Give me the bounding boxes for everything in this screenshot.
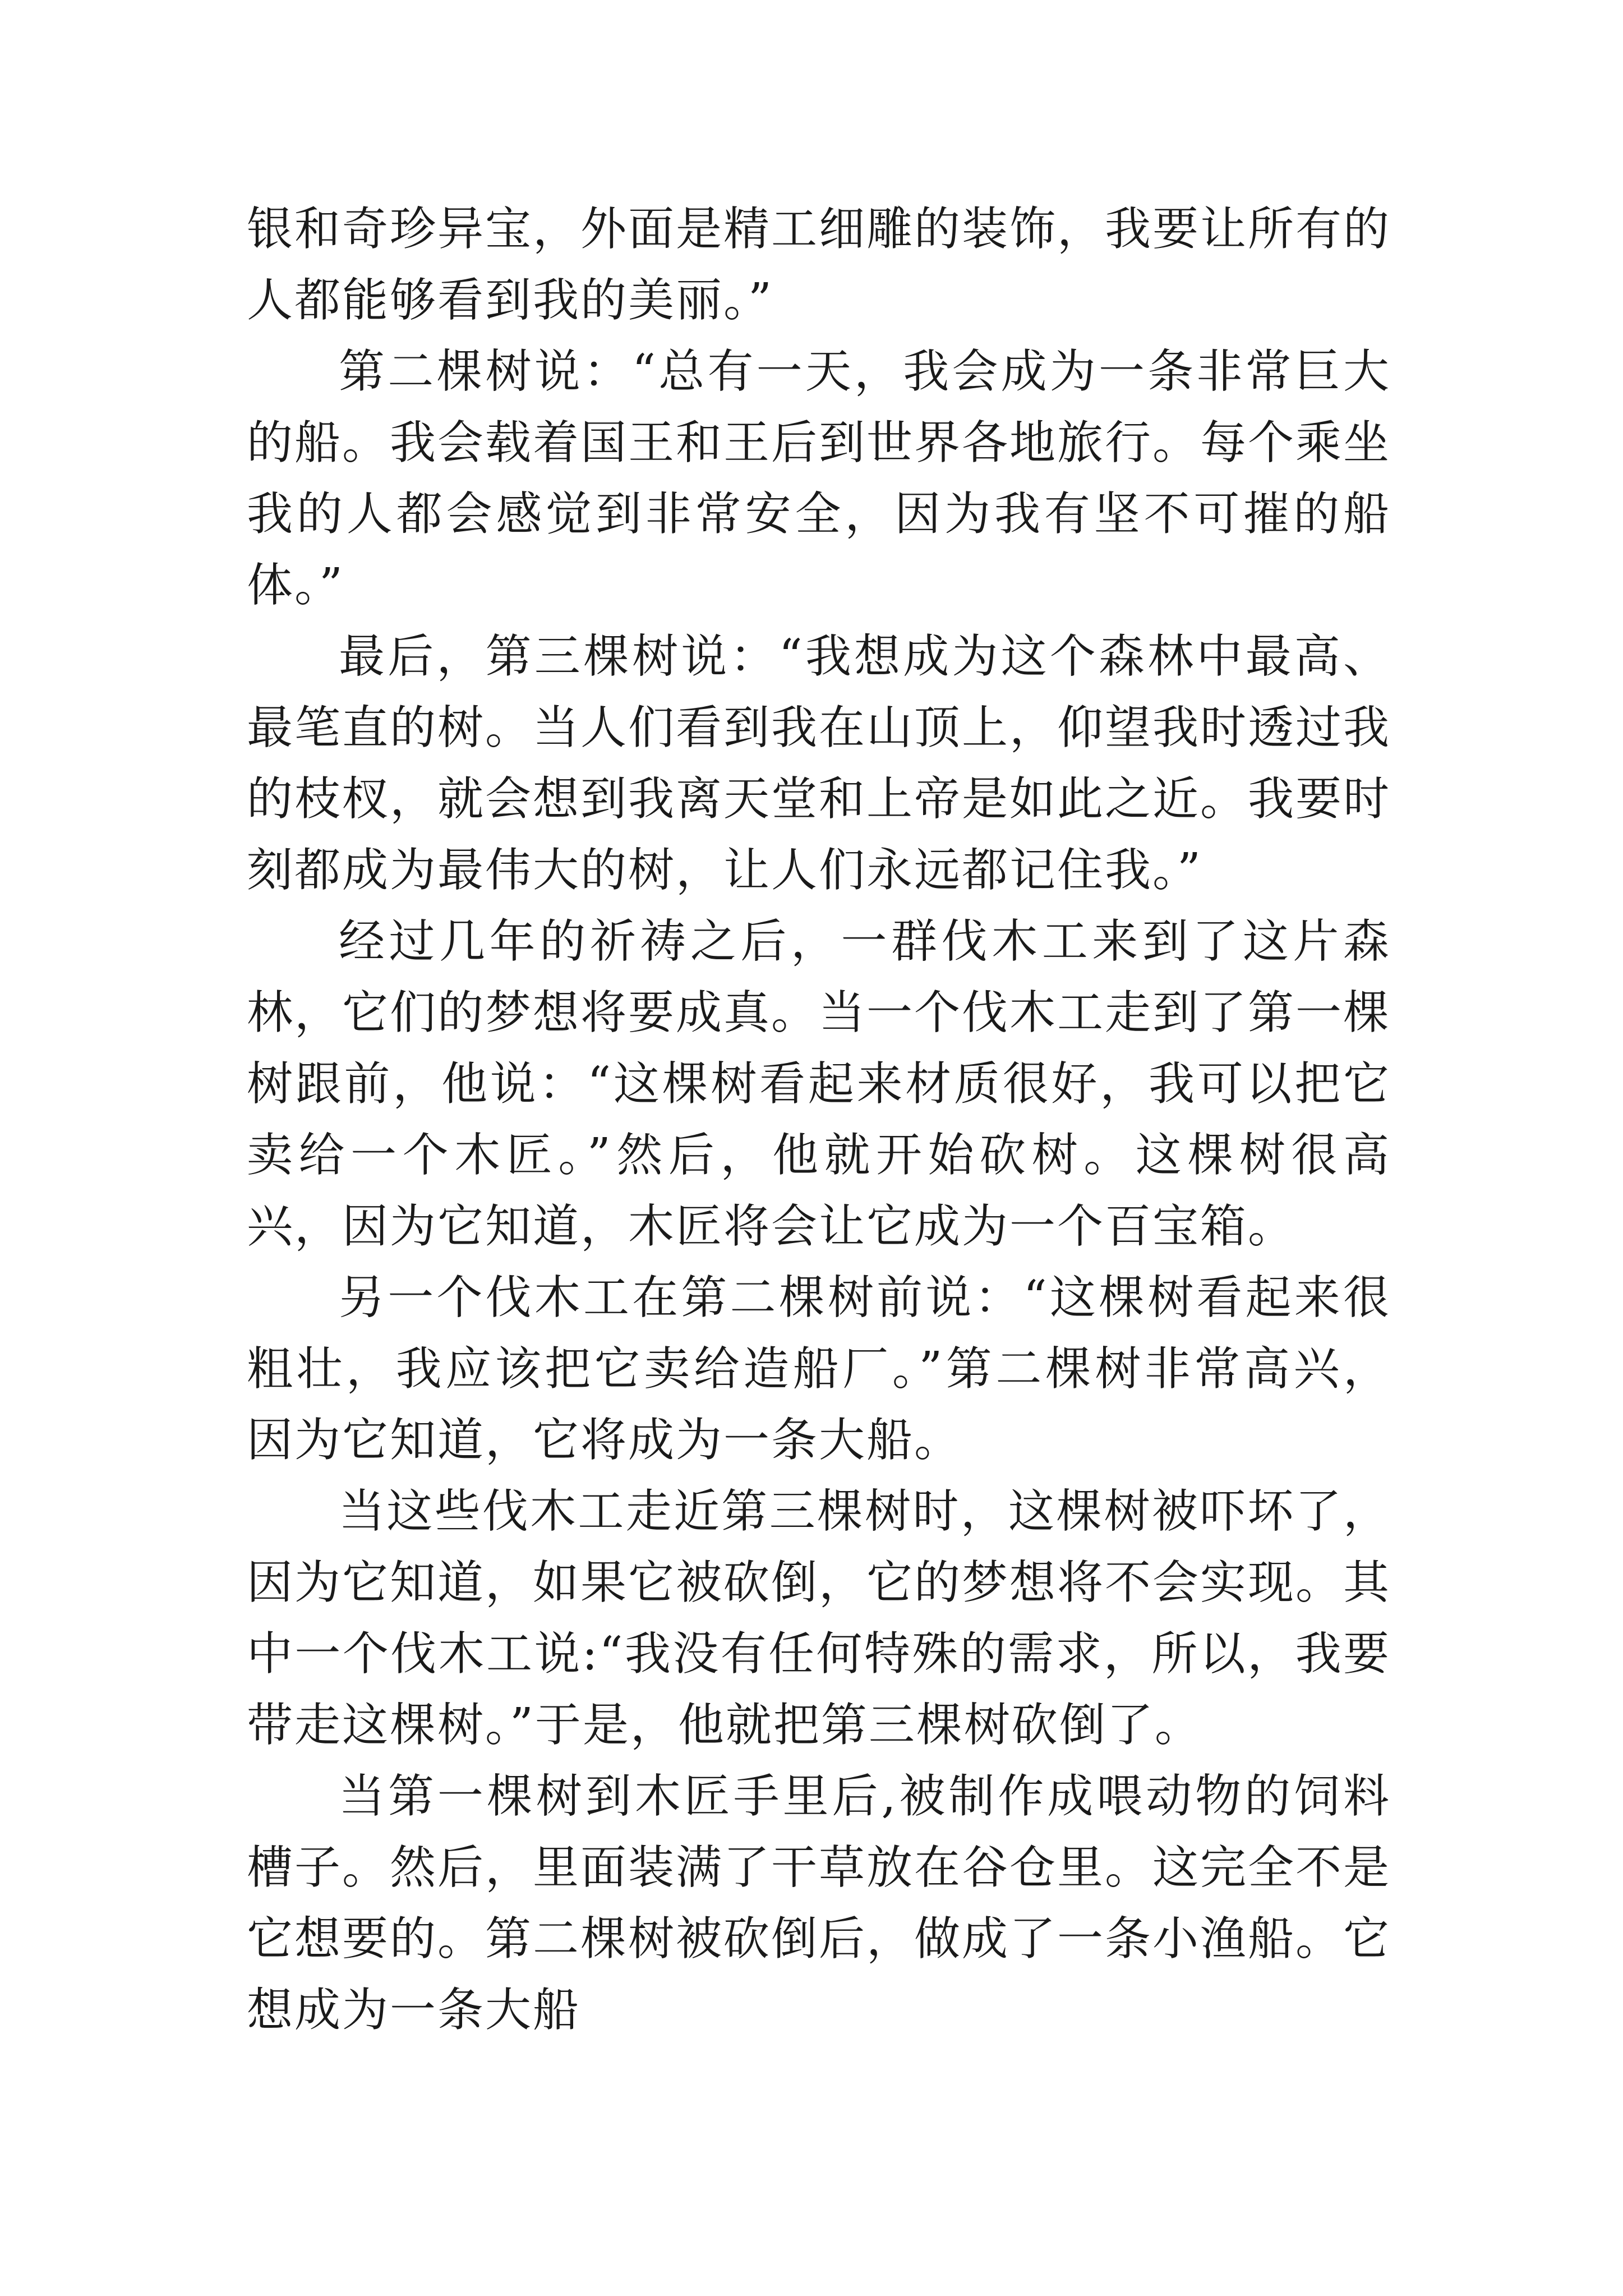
document-body bbox=[247, 194, 1391, 2046]
paragraph-continued: 银和奇珍异宝，外面是精工细雕的装饰，我要让所有的人都能够看到我的美丽。” bbox=[247, 203, 1391, 327]
paragraph: 当这些伐木工走近第三棵树时，这棵树被吓坏了，因为它知道，如果它被砍倒，它的梦想将不会实现。其中一个伐木工说:“我没有任何特殊的需求，所以，我要带走这棵树。”于是，他就把第三棵树砍倒了。 bbox=[247, 1485, 1391, 1752]
paragraph: 经过几年的祈祷之后，一群伐木工来到了这片森林，它们的梦想将要成真。当一个伐木工走到了第一棵树跟前，他说：“这棵树看起来材质很好，我可以把它卖给一个木匠。”然后，他就开始砍树。这棵树很高兴，因为它知道，木匠将会让它成为一个百宝箱。 bbox=[247, 915, 1391, 1253]
paragraph: 另一个伐木工在第二棵树前说：“这棵树看起来很粗壮，我应该把它卖给造船厂。”第二棵树非常高兴，因为它知道，它将成为一条大船。 bbox=[247, 1271, 1391, 1467]
paragraph: 第二棵树说：“总有一天，我会成为一条非常巨大的船。我会载着国王和王后到世界各地旅行。每个乘坐我的人都会感觉到非常安全，因为我有坚不可摧的船体。” bbox=[247, 345, 1391, 612]
paragraph: 最后，第三棵树说：“我想成为这个森林中最高、最笔直的树。当人们看到我在山顶上，仰望我时透过我的枝杈，就会想到我离天堂和上帝是如此之近。我要时刻都成为最伟大的树，让人们永远都记住我。” bbox=[247, 630, 1391, 897]
paragraph: 当第一棵树到木匠手里后,被制作成喂动物的饲料槽子。然后，里面装满了干草放在谷仓里。这完全不是它想要的。第二棵树被砍倒后，做成了一条小渔船。它想成为一条大船 bbox=[247, 1770, 1391, 2037]
